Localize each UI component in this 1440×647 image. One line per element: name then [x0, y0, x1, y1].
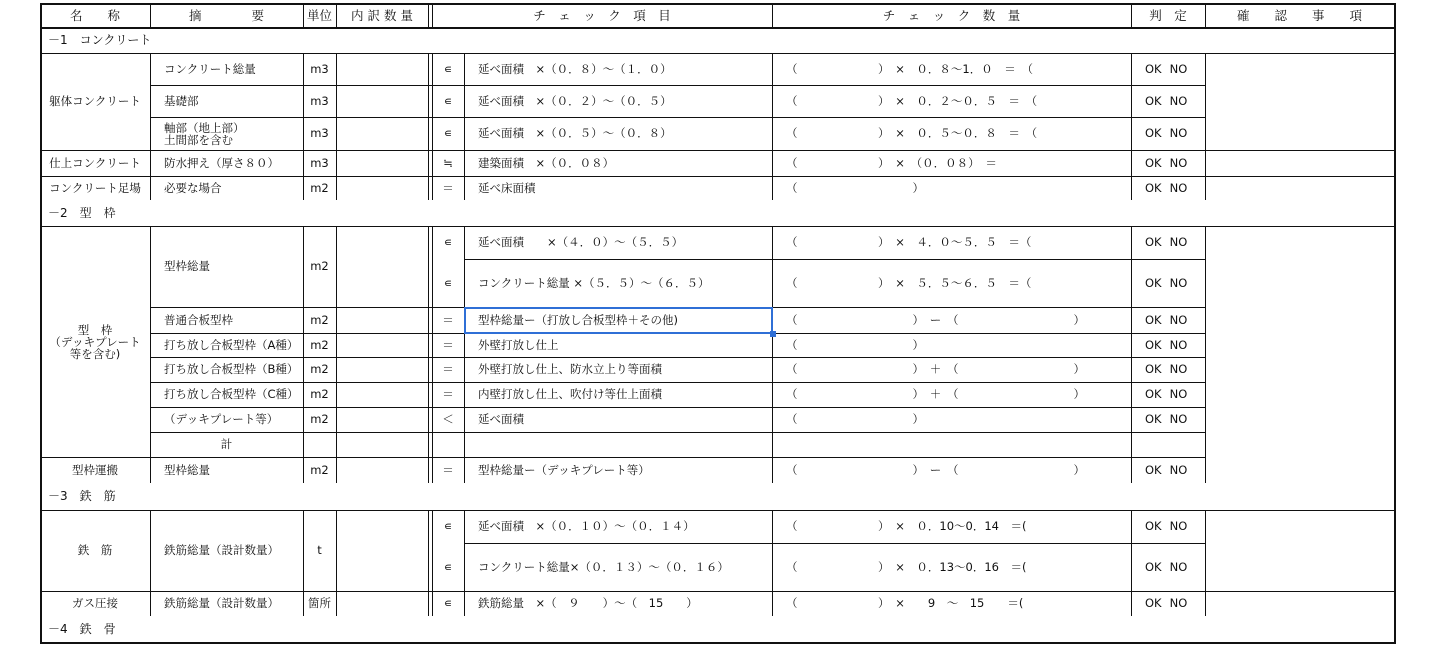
judge-cell[interactable]: [1131, 259, 1205, 307]
grid-line: [1205, 3, 1206, 27]
check-qty-cell[interactable]: （ ） × ０．13～0．16 ＝(: [786, 559, 1027, 574]
breakdown-input[interactable]: [336, 591, 428, 616]
grid-line: [464, 53, 465, 200]
ok-option[interactable]: OK: [1145, 61, 1162, 76]
grid-line: [432, 226, 433, 483]
group-name-shiage: 仕上コンクリート: [49, 155, 141, 170]
summary-cell: 打ち放し合板型枠（C種）: [164, 387, 299, 401]
ok-option[interactable]: OK: [1145, 462, 1162, 477]
check-qty-cell[interactable]: （ ） ＋ （ ）: [786, 362, 1085, 376]
relation-symbol: ＝: [442, 462, 454, 477]
grid-line: [772, 3, 773, 27]
unit-cell: m2: [310, 387, 329, 401]
judge-cell[interactable]: [1131, 543, 1205, 591]
no-option[interactable]: NO: [1169, 61, 1188, 76]
summary-cell: 型枠総量: [164, 259, 210, 273]
summary-cell: 防水押え（厚さ８０）: [164, 155, 279, 170]
grid-line: [150, 117, 1206, 118]
no-option[interactable]: NO: [1169, 275, 1188, 290]
ok-option[interactable]: OK: [1145, 155, 1162, 170]
relation-symbol: ∊: [443, 559, 453, 574]
ok-option[interactable]: OK: [1145, 559, 1162, 574]
judge-cell[interactable]: [1131, 150, 1205, 176]
check-qty-cell[interactable]: （ ） × ０．５～０．８ ＝ （: [786, 126, 1038, 140]
header-breakdown: 内 訳 数 量: [351, 7, 413, 23]
check-qty-cell[interactable]: （ ） × ４．０～５．５ ＝（: [786, 235, 1032, 249]
check-qty-cell[interactable]: （ ） × ０．２～０．５ ＝ （: [786, 93, 1038, 108]
breakdown-input[interactable]: [336, 510, 428, 591]
grid-line: [150, 3, 151, 27]
judge-cell[interactable]: [1131, 357, 1205, 382]
ok-option[interactable]: OK: [1145, 362, 1162, 376]
grid-line: [150, 432, 1206, 433]
check-qty-cell[interactable]: （ ） × 9 ～ 15 ＝(: [786, 596, 1024, 610]
header-check-qty: チ ェ ッ ク 数 量: [882, 7, 1021, 23]
check-item-cell[interactable]: 鉄筋総量 ×（ ９ ）～（ 15 ）: [478, 596, 698, 610]
breakdown-input[interactable]: [336, 85, 428, 117]
judge-cell[interactable]: [1131, 457, 1205, 483]
breakdown-total[interactable]: [336, 432, 428, 457]
judge-cell[interactable]: [1131, 176, 1205, 200]
grid-line: [428, 510, 429, 616]
relation-symbol: ＝: [442, 180, 454, 195]
grid-line: [303, 53, 304, 200]
group-name-gas: ガス圧接: [72, 596, 118, 610]
summary-cell: 打ち放し合板型枠（A種）: [164, 337, 299, 352]
check-qty-cell[interactable]: （ ）: [786, 180, 924, 195]
fill-handle[interactable]: [770, 331, 776, 337]
judge-cell[interactable]: [1131, 407, 1205, 432]
grid-line: [464, 510, 465, 616]
header-judge: 判 定: [1149, 7, 1187, 23]
check-item-cell[interactable]: 型枠総量ー（打放し合板型枠＋その他): [478, 312, 678, 327]
header-confirm: 確 認 事 項: [1236, 7, 1362, 23]
grid-line: [150, 510, 151, 616]
unit-cell: m3: [310, 155, 329, 170]
grid-line: [1205, 226, 1206, 483]
check-qty-cell[interactable]: （ ） ＋ （ ）: [786, 387, 1085, 401]
check-qty-cell[interactable]: （ ） × ０．８～1．０ ＝ （: [786, 61, 1033, 76]
grid-line: [464, 259, 1206, 260]
breakdown-input[interactable]: [336, 176, 428, 200]
grid-line: [1205, 53, 1206, 200]
check-item-cell[interactable]: 延べ面積 ×（０．５）～（０．８）: [478, 126, 672, 140]
check-item-cell[interactable]: 内壁打放し仕上、吹付け等仕上面積: [478, 387, 662, 401]
no-option[interactable]: NO: [1169, 337, 1188, 352]
summary-cell: 打ち放し合板型枠（B種）: [164, 362, 299, 376]
summary-cell: コンクリート総量: [164, 61, 256, 76]
no-option[interactable]: NO: [1169, 362, 1188, 376]
check-item-cell[interactable]: 外壁打放し仕上、防水立上り等面積: [478, 362, 662, 376]
group-name-line: （デッキプレート: [49, 334, 141, 349]
grid-line: [428, 53, 429, 200]
group-name-line: 型 枠: [77, 322, 113, 337]
section-rebar: －3 鉄 筋: [48, 489, 116, 503]
breakdown-input[interactable]: [336, 307, 428, 333]
grid-line: [303, 3, 304, 27]
judge-cell[interactable]: [1131, 307, 1205, 333]
check-item-cell[interactable]: 延べ面積 ×（０．１０）～（０．１４）: [478, 519, 695, 533]
unit-cell: 箇所: [308, 596, 331, 610]
summary-cell: [150, 117, 303, 150]
judge-cell[interactable]: [1131, 333, 1205, 357]
check-item-cell[interactable]: 外壁打放し仕上: [478, 337, 559, 352]
unit-cell: m2: [310, 462, 329, 477]
group-name-unpan: 型枠運搬: [72, 462, 118, 477]
summary-cell: 必要な場合: [164, 180, 222, 195]
relation-symbol: ＝: [442, 337, 454, 352]
relation-symbol: ≒: [443, 155, 453, 170]
header-name: 名 称: [69, 7, 120, 23]
grid-line: [336, 3, 337, 27]
grid-line: [1205, 510, 1206, 616]
unit-cell: m3: [310, 126, 329, 140]
breakdown-input[interactable]: [336, 150, 428, 176]
grid-line: [432, 3, 433, 27]
grid-line: [432, 53, 433, 200]
ok-option[interactable]: OK: [1145, 519, 1162, 533]
ok-option[interactable]: OK: [1145, 387, 1162, 401]
check-sheet-table: [40, 3, 1395, 643]
judge-cell[interactable]: [1131, 53, 1205, 85]
breakdown-input[interactable]: [336, 357, 428, 382]
check-item-cell[interactable]: 延べ面積 ×（０．８）～（１．０）: [478, 61, 672, 76]
no-option[interactable]: NO: [1169, 387, 1188, 401]
grid-line: [40, 642, 1395, 643]
check-item-cell[interactable]: コンクリート総量 ×（５．５）～（６．５）: [478, 275, 710, 290]
relation-symbol: ∊: [443, 126, 453, 140]
summary-cell: （デッキプレート等）: [164, 412, 279, 426]
relation-symbol: ∊: [443, 275, 453, 290]
summary-cell: 型枠総量: [164, 462, 210, 477]
relation-symbol: ∊: [443, 93, 453, 108]
grid-line: [336, 53, 337, 200]
relation-symbol: ∊: [443, 519, 453, 533]
group-name-formwork: [40, 226, 150, 457]
ok-option[interactable]: OK: [1145, 180, 1162, 195]
relation-symbol: ∊: [443, 61, 453, 76]
breakdown-input[interactable]: [336, 382, 428, 407]
group-name-rebar: 鉄 筋: [77, 543, 113, 557]
relation-symbol: ∊: [443, 235, 453, 249]
no-option[interactable]: NO: [1169, 155, 1188, 170]
judge-cell[interactable]: [1131, 591, 1205, 616]
judge-cell[interactable]: [1131, 382, 1205, 407]
unit-cell: t: [317, 543, 322, 557]
unit-cell: m2: [310, 259, 329, 273]
ok-option[interactable]: OK: [1145, 596, 1162, 610]
relation-symbol: ＝: [442, 387, 454, 401]
grid-line: [432, 510, 433, 616]
summary-line: 土間部を含む: [164, 132, 233, 147]
group-name-ashiba: コンクリート足場: [49, 180, 141, 195]
header-summary: 摘 要: [188, 7, 264, 23]
grid-line: [150, 407, 1206, 408]
check-item-cell[interactable]: コンクリート総量×（０．１３）～（０．１６）: [478, 559, 729, 574]
check-item-cell[interactable]: 延べ面積 ×（４．０）～（５．５）: [478, 235, 684, 249]
no-option[interactable]: NO: [1169, 462, 1188, 477]
check-item-cell[interactable]: 延べ面積: [478, 412, 524, 426]
unit-cell: m3: [310, 61, 329, 76]
grid-line: [303, 226, 304, 483]
breakdown-input[interactable]: [336, 226, 428, 307]
unit-cell: m2: [310, 412, 329, 426]
grid-line: [336, 226, 337, 483]
unit-cell: m2: [310, 337, 329, 352]
group-name-kutai: 躯体コンクリート: [49, 94, 141, 108]
grid-line: [464, 226, 465, 483]
check-item-cell[interactable]: 延べ床面積: [478, 180, 536, 195]
grid-line: [40, 591, 1395, 592]
no-option[interactable]: NO: [1169, 412, 1188, 426]
check-item-cell[interactable]: 建築面積 ×（０．０８）: [478, 155, 615, 170]
relation-symbol: ＜: [442, 412, 454, 426]
group-name-line: 等を含む): [69, 346, 121, 361]
no-option[interactable]: NO: [1169, 235, 1188, 249]
ok-option[interactable]: OK: [1145, 235, 1162, 249]
summary-cell: 基礎部: [164, 93, 199, 108]
check-qty-cell[interactable]: （ ） ー （ ）: [786, 462, 1085, 477]
grid-line: [772, 226, 773, 483]
ok-option[interactable]: OK: [1145, 337, 1162, 352]
check-qty-cell[interactable]: （ ） ー （ ）: [786, 312, 1085, 327]
relation-symbol: ∊: [443, 596, 453, 610]
header-check-item: チ ェ ッ ク 項 目: [533, 7, 671, 23]
judge-cell[interactable]: [1131, 226, 1205, 259]
ok-option[interactable]: OK: [1145, 412, 1162, 426]
judge-cell[interactable]: [1131, 510, 1205, 543]
section-concrete: －1 コンクリート: [48, 32, 152, 47]
grid-line: [40, 150, 1395, 151]
grid-line: [150, 357, 1206, 358]
check-item-cell[interactable]: 型枠総量ー（デッキプレート等）: [478, 462, 650, 477]
grid-line: [150, 53, 151, 200]
no-option[interactable]: NO: [1169, 596, 1188, 610]
total-label: 計: [220, 437, 233, 451]
summary-line: 軸部（地上部）: [164, 120, 245, 135]
no-option[interactable]: NO: [1169, 312, 1188, 327]
grid-line: [772, 53, 773, 200]
judge-cell[interactable]: [1131, 85, 1205, 117]
unit-cell: m2: [310, 362, 329, 376]
header-unit: 単位: [306, 7, 332, 23]
breakdown-input[interactable]: [336, 333, 428, 357]
grid-line: [336, 510, 337, 616]
section-formwork: －2 型 枠: [48, 205, 116, 220]
ok-option[interactable]: OK: [1145, 275, 1162, 290]
relation-symbol: ＝: [442, 362, 454, 376]
ok-option[interactable]: OK: [1145, 312, 1162, 327]
unit-cell: m2: [310, 180, 329, 195]
grid-line: [428, 226, 429, 483]
grid-line: [150, 226, 151, 483]
check-qty-cell[interactable]: （ ） × ０．10～0．14 ＝(: [786, 519, 1027, 533]
check-qty-cell[interactable]: （ ）: [786, 412, 924, 426]
check-item-cell[interactable]: 延べ面積 ×（０．２）～（０．５）: [478, 93, 672, 108]
relation-symbol: ＝: [442, 312, 454, 327]
check-qty-cell[interactable]: （ ） × ５．５～６．５ ＝（: [786, 275, 1032, 290]
summary-cell: 普通合板型枠: [164, 312, 233, 327]
grid-line: [150, 307, 1206, 308]
grid-line: [1131, 3, 1132, 27]
breakdown-input[interactable]: [336, 53, 428, 85]
no-option[interactable]: NO: [1169, 93, 1188, 108]
unit-cell: m2: [310, 312, 329, 327]
no-option[interactable]: NO: [1169, 126, 1188, 140]
breakdown-input[interactable]: [336, 117, 428, 150]
grid-line: [1394, 3, 1396, 644]
grid-line: [40, 176, 1395, 177]
grid-line: [1131, 226, 1132, 483]
grid-line: [150, 382, 1206, 383]
breakdown-input[interactable]: [336, 457, 428, 483]
no-option[interactable]: NO: [1169, 559, 1188, 574]
breakdown-input[interactable]: [336, 407, 428, 432]
check-qty-cell[interactable]: （ ） × （０．０８） ＝: [786, 155, 997, 170]
judge-cell[interactable]: [1131, 117, 1205, 150]
grid-line: [1131, 510, 1132, 616]
summary-cell: 鉄筋総量（設計数量）: [164, 543, 279, 557]
grid-line: [150, 85, 1206, 86]
grid-line: [40, 457, 1206, 458]
section-steel: －4 鉄 骨: [48, 621, 116, 636]
grid-line: [464, 543, 1206, 544]
grid-line: [428, 3, 429, 27]
no-option[interactable]: NO: [1169, 180, 1188, 195]
ok-option[interactable]: OK: [1145, 126, 1162, 140]
ok-option[interactable]: OK: [1145, 93, 1162, 108]
check-qty-cell[interactable]: （ ）: [786, 337, 924, 352]
grid-line: [303, 510, 304, 616]
unit-cell: m3: [310, 93, 329, 108]
grid-line: [150, 333, 1206, 334]
grid-line: [772, 510, 773, 616]
no-option[interactable]: NO: [1169, 519, 1188, 533]
grid-line: [1131, 53, 1132, 200]
summary-cell: 鉄筋総量（設計数量）: [164, 596, 279, 610]
